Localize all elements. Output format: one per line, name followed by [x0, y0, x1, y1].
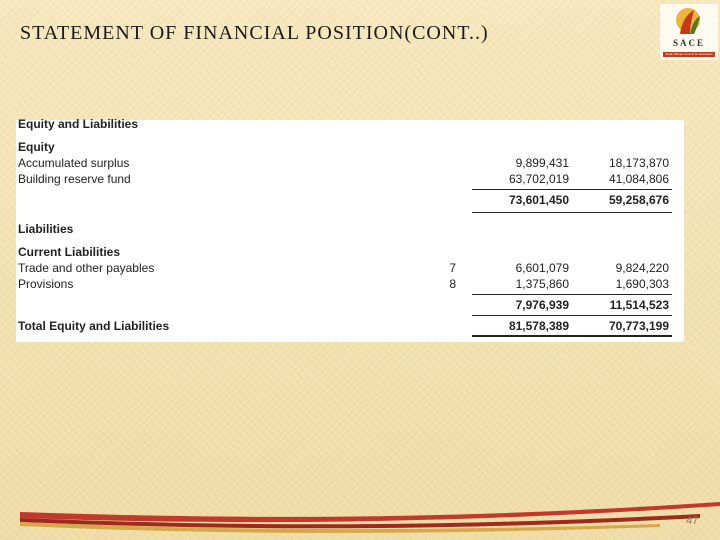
equity-total-row [16, 193, 684, 209]
table-row [16, 172, 684, 188]
row-value-current: 1,375,860 [515, 277, 569, 291]
current-total-rule-bottom [472, 315, 672, 316]
row-label: Accumulated surplus [18, 156, 130, 170]
row-note: 7 [449, 261, 456, 275]
equity-heading: Equity [18, 140, 55, 154]
equity-total-prior: 59,258,676 [608, 193, 669, 207]
table-row [16, 277, 684, 293]
row-value-prior: 1,690,303 [615, 277, 669, 291]
row-value-current: 63,702,019 [508, 172, 569, 186]
row-value-prior: 9,824,220 [615, 261, 669, 275]
row-note: 8 [449, 277, 456, 291]
row-value-current: 6,601,079 [515, 261, 569, 275]
row-label: Provisions [18, 277, 74, 291]
subtotal-rule-bottom [472, 212, 672, 213]
current-total-rule-top [472, 294, 672, 295]
row-value-prior: 41,084,806 [608, 172, 669, 186]
current-liabilities-heading: Current Liabilities [18, 245, 121, 259]
sace-logo [660, 4, 718, 60]
row-value-prior: 18,173,870 [608, 156, 669, 170]
grand-total-label: Total Equity and Liabilities [18, 319, 170, 333]
grand-total-row [16, 319, 684, 335]
row-value-current: 9,899,431 [515, 156, 569, 170]
logo-tagline: South African Council for Educators [665, 52, 713, 56]
grand-total-prior: 70,773,199 [608, 319, 669, 333]
current-liabilities-total-row [16, 298, 684, 314]
statement-header [16, 117, 684, 133]
equity-heading-row [16, 140, 684, 156]
table-row [16, 156, 684, 172]
page-number: 47 [686, 515, 699, 527]
row-label: Building reserve fund [18, 172, 131, 186]
liabilities-heading-row [16, 222, 684, 238]
financial-statement-table [16, 117, 684, 342]
equity-total-current: 73,601,450 [508, 193, 569, 207]
current-liabilities-heading-row [16, 245, 684, 261]
footer-swoosh [0, 500, 720, 540]
slide-title: STATEMENT OF FINANCIAL POSITION(CONT..) [20, 22, 489, 44]
logo-name: SACE [672, 38, 705, 48]
sace-emblem-icon [668, 6, 708, 38]
current-total-prior: 11,514,523 [609, 298, 669, 312]
subtotal-rule-top [472, 189, 672, 190]
grand-total-double-rule [472, 335, 672, 337]
current-total-current: 7,976,939 [515, 298, 569, 312]
statement-header-label: Equity and Liabilities [18, 117, 139, 131]
table-row [16, 261, 684, 277]
liabilities-heading: Liabilities [18, 222, 74, 236]
grand-total-current: 81,578,389 [508, 319, 569, 333]
row-label: Trade and other payables [18, 261, 155, 275]
